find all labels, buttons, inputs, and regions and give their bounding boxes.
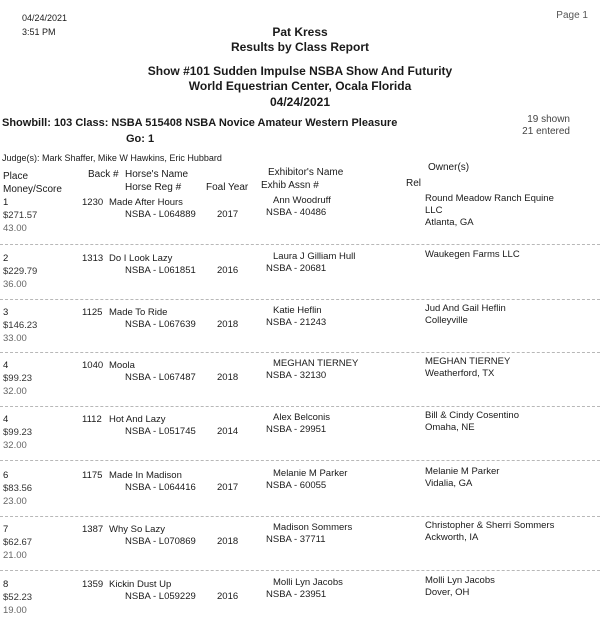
row-score: 43.00 [3, 223, 27, 234]
col-exhib-assn: Exhib Assn # [261, 180, 319, 191]
row-back-number: 1040 [82, 360, 104, 371]
report-owner-name: Pat Kress [272, 25, 328, 39]
row-back-number: 1359 [82, 579, 104, 590]
row-owner-line2: Colleyville [425, 315, 468, 326]
row-owner: Christopher & Sherri Sommers [425, 520, 555, 531]
row-back-number: 1175 [82, 470, 103, 481]
row-divider [0, 299, 600, 300]
row-exhib-assn: NSBA - 60055 [266, 480, 327, 491]
row-foal-year: 2016 [217, 265, 239, 276]
row-owner-line2: Dover, OH [425, 587, 470, 598]
row-money: $229.79 [3, 266, 38, 277]
print-time: 3:51 PM [22, 27, 56, 37]
row-owner: Waukegen Farms LLC [425, 249, 520, 260]
row-exhibitor: MEGHAN TIERNEY [273, 358, 359, 369]
show-title: Show #101 Sudden Impulse NSBA Show And Futurity [147, 64, 453, 78]
row-money: $62.67 [3, 537, 33, 548]
entered-count: 21 entered [522, 126, 570, 137]
row-horse-name: Made To Ride [109, 307, 168, 318]
row-owner: Round Meadow Ranch Equine [425, 193, 554, 204]
row-horse-name: Moola [109, 360, 135, 371]
row-back-number: 1387 [82, 524, 104, 535]
row-owner: Melanie M Parker [425, 466, 500, 477]
col-horse-reg: Horse Reg # [125, 182, 182, 193]
row-horse-name: Do I Look Lazy [109, 253, 173, 264]
row-foal-year: 2014 [217, 426, 239, 437]
row-horse-name: Made In Madison [109, 470, 182, 481]
row-owner: Molli Lyn Jacobs [425, 575, 495, 586]
row-owner-line2: Omaha, NE [425, 422, 475, 433]
row-horse-reg: NSBA - L067487 [125, 372, 196, 383]
row-place: 7 [3, 524, 9, 535]
row-exhib-assn: NSBA - 23951 [266, 589, 327, 600]
row-back-number: 1112 [82, 414, 102, 425]
row-place: 3 [3, 307, 9, 318]
row-money: $146.23 [3, 320, 38, 331]
row-score: 32.00 [3, 440, 27, 451]
row-foal-year: 2017 [217, 209, 239, 220]
judges-line: Judge(s): Mark Shaffer, Mike W Hawkins, Eric Hubbard [2, 153, 222, 163]
row-horse-name: Kickin Dust Up [109, 579, 172, 590]
venue: World Equestrian Center, Ocala Florida [188, 79, 412, 93]
page-number: Page 1 [556, 10, 588, 21]
row-divider [0, 244, 600, 245]
row-place: 8 [3, 579, 9, 590]
row-horse-reg: NSBA - L070869 [125, 536, 196, 547]
row-money: $83.56 [3, 483, 33, 494]
row-score: 33.00 [3, 333, 27, 344]
row-exhibitor: Ann Woodruff [273, 195, 331, 206]
row-foal-year: 2016 [217, 591, 239, 602]
row-score: 32.00 [3, 386, 27, 397]
row-score: 19.00 [3, 605, 27, 616]
col-owners: Owner(s) [428, 162, 470, 173]
row-divider [0, 460, 600, 461]
col-exhibitor: Exhibitor's Name [268, 167, 344, 178]
row-owner: Jud And Gail Heflin [425, 303, 506, 314]
print-date: 04/24/2021 [22, 13, 68, 23]
row-owner-line2: Ackworth, IA [425, 532, 479, 543]
row-place: 4 [3, 414, 9, 425]
report-title: Results by Class Report [230, 40, 370, 54]
row-horse-name: Made After Hours [109, 197, 183, 208]
row-back-number: 1313 [82, 253, 104, 264]
col-horse-name: Horse's Name [125, 169, 189, 180]
row-money: $99.23 [3, 427, 33, 438]
row-foal-year: 2017 [217, 482, 239, 493]
row-foal-year: 2018 [217, 372, 239, 383]
row-place: 2 [3, 253, 9, 264]
row-owner-line2: LLC [425, 205, 443, 216]
row-exhibitor: Laura J Gilliam Hull [273, 251, 356, 262]
row-place: 1 [3, 197, 9, 208]
row-horse-reg: NSBA - L064416 [125, 482, 196, 493]
row-exhib-assn: NSBA - 21243 [266, 317, 327, 328]
row-divider [0, 352, 600, 353]
row-exhib-assn: NSBA - 40486 [266, 207, 327, 218]
row-exhibitor: Madison Sommers [273, 522, 353, 533]
row-divider [0, 570, 600, 571]
col-place: Place [3, 171, 29, 182]
row-horse-reg: NSBA - L051745 [125, 426, 196, 437]
row-place: 6 [3, 470, 9, 481]
row-exhib-assn: NSBA - 37711 [266, 534, 326, 545]
row-owner-line3: Atlanta, GA [425, 217, 474, 228]
row-horse-reg: NSBA - L064889 [125, 209, 196, 220]
row-back-number: 1125 [82, 307, 103, 318]
col-money-score: Money/Score [3, 184, 62, 195]
row-exhibitor: Molli Lyn Jacobs [273, 577, 343, 588]
row-exhib-assn: NSBA - 20681 [266, 263, 327, 274]
shown-count: 19 shown [527, 114, 570, 125]
row-horse-reg: NSBA - L067639 [125, 319, 196, 330]
row-owner: Bill & Cindy Cosentino [425, 410, 519, 421]
row-horse-name: Why So Lazy [109, 524, 165, 535]
row-divider [0, 516, 600, 517]
row-place: 4 [3, 360, 9, 371]
row-horse-reg: NSBA - L061851 [125, 265, 196, 276]
row-money: $99.23 [3, 373, 33, 384]
row-owner-line2: Vidalia, GA [425, 478, 473, 489]
col-back: Back # [88, 169, 119, 180]
row-owner-line2: Weatherford, TX [425, 368, 495, 379]
row-exhibitor: Alex Belconis [273, 412, 331, 423]
row-exhib-assn: NSBA - 32130 [266, 370, 327, 381]
col-foal-year: Foal Year [206, 182, 249, 193]
row-foal-year: 2018 [217, 319, 239, 330]
row-exhib-assn: NSBA - 29951 [266, 424, 327, 435]
row-exhibitor: Katie Heflin [273, 305, 322, 316]
show-date: 04/24/2021 [269, 95, 331, 109]
row-score: 21.00 [3, 550, 27, 561]
row-foal-year: 2018 [217, 536, 239, 547]
row-divider [0, 406, 600, 407]
row-owner: MEGHAN TIERNEY [425, 356, 511, 367]
row-score: 23.00 [3, 496, 27, 507]
class-heading: Showbill: 103 Class: NSBA 515408 NSBA Novice Amateur Western Pleasure [2, 117, 398, 129]
row-exhibitor: Melanie M Parker [273, 468, 348, 479]
row-back-number: 1230 [82, 197, 104, 208]
row-score: 36.00 [3, 279, 27, 290]
go-number: Go: 1 [126, 133, 155, 145]
row-money: $52.23 [3, 592, 33, 603]
row-money: $271.57 [3, 210, 38, 221]
col-rel: Rel [406, 178, 422, 189]
row-horse-name: Hot And Lazy [109, 414, 166, 425]
row-horse-reg: NSBA - L059229 [125, 591, 196, 602]
